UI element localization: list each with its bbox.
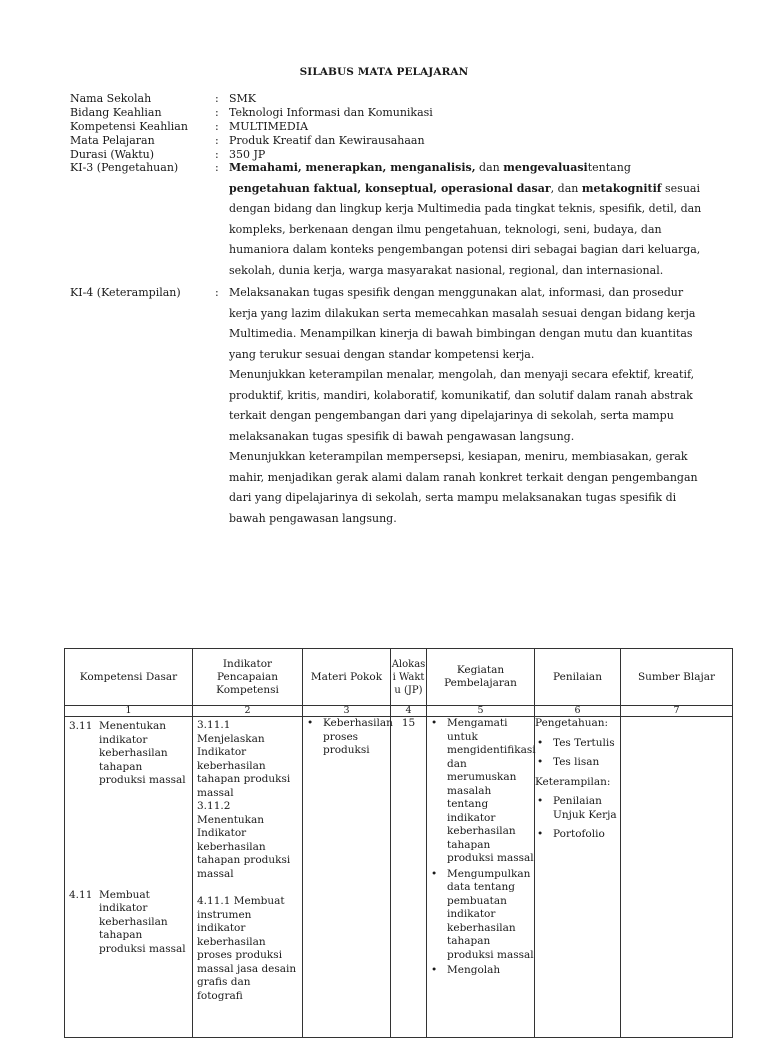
bullet-icon: •	[537, 756, 544, 768]
bullet-icon: •	[431, 717, 438, 729]
info-label: Nama Sekolah	[70, 92, 152, 105]
info-label: Durasi (Waktu)	[70, 148, 155, 161]
ki4-separator: :	[215, 286, 219, 299]
ki3-bold-3: pengetahuan faktual, konseptual, operasional dasar	[229, 181, 551, 195]
kegiatan-cell	[427, 717, 535, 1038]
ki4-section	[70, 283, 710, 529]
indikator-item: 4.11.1 Membuat instrumen indikator keberhasilan proses produksi massal jasa desain grafis dan fotografi	[197, 895, 297, 1002]
list-item	[537, 737, 620, 751]
penilaian-item: Portofolio	[553, 828, 605, 840]
kompetensi-dasar-cell	[65, 717, 193, 1038]
bullet-icon: •	[537, 828, 544, 840]
penilaian-group	[535, 717, 620, 770]
column-number: 6	[535, 706, 621, 717]
info-row	[70, 106, 710, 120]
kegiatan-item: Mengamati untuk mengidentifikasi dan merumuskan masalah tentang indikator keberhasilan tahapan produksi massal	[447, 717, 536, 864]
materi-pokok-cell	[303, 717, 391, 1038]
ki3-bold-2: mengevaluasi	[503, 161, 588, 174]
penilaian-list	[535, 737, 620, 770]
table-number-row	[65, 706, 733, 717]
ki4-paragraph: Melaksanakan tugas spesifik dengan menggunakan alat, informasi, dan prosedur kerja yang lazim dilakukan serta memecahkan masalah sesuai dengan bidang kerja Multimedia. Menampilkan kinerja di bawah bimbingan dengan mutu dan kuantitas yang terukur sesuai dengan standar kompetensi kerja.	[229, 286, 696, 361]
info-separator: :	[215, 106, 219, 119]
ki3-bold-1: Memahami, menerapkan, menganalisis,	[229, 161, 476, 174]
ki4-text	[229, 283, 710, 529]
syllabus-table	[64, 648, 733, 1038]
ki3-text-4: sesuai dengan bidang dan lingkup kerja Multimedia pada tingkat teknis, spesifik, detil, dan kompleks, berkenaan dengan ilmu pengetahuan, teknologi, seni, budaya, dan humaniora dalam konteks pengembangan potensi diri sebagai bagian dari keluarga, sekolah, dunia kerja, warga masyarakat nasional, regional, dan internasional.	[229, 181, 702, 277]
ki3-section	[70, 158, 710, 281]
kd-text: Menentukan indikator keberhasilan tahapan produksi massal	[99, 720, 186, 786]
header-penilaian: Penilaian	[535, 649, 621, 706]
penilaian-list	[535, 795, 620, 842]
materi-item: Keberhasilan proses produksi	[323, 717, 393, 756]
list-item	[537, 756, 620, 770]
header-alokasi-waktu: Alokasi Waktu (JP)	[391, 649, 427, 706]
bullet-icon: •	[307, 717, 314, 729]
column-number: 1	[65, 706, 193, 717]
column-number: 5	[427, 706, 535, 717]
list-item	[537, 828, 620, 842]
kd-code: 4.11	[69, 888, 93, 901]
column-number: 2	[193, 706, 303, 717]
indikator-cell	[193, 717, 303, 1038]
info-separator: :	[215, 92, 219, 105]
info-label: Kompetensi Keahlian	[70, 120, 188, 133]
info-label: Mata Pelajaran	[70, 134, 155, 147]
list-item	[431, 717, 534, 866]
list-item	[431, 868, 534, 963]
header-kegiatan: Kegiatan Pembelajaran	[427, 649, 535, 706]
document-title: SILABUS MATA PELAJARAN	[299, 66, 469, 78]
info-row	[70, 92, 710, 106]
column-number: 3	[303, 706, 391, 717]
info-label: Bidang Keahlian	[70, 106, 162, 119]
ki4-label: KI-4 (Keterampilan)	[70, 286, 181, 299]
bullet-icon: •	[537, 795, 544, 807]
bullet-icon: •	[431, 867, 438, 880]
indikator-item: 3.11.1 Menjelaskan Indikator keberhasilan tahapan produksi massal	[197, 719, 291, 799]
table-header-row	[65, 649, 733, 706]
ki3-bold-4: metakognitif	[581, 181, 662, 195]
kd-item	[65, 886, 192, 957]
list-item	[537, 795, 620, 822]
ki3-text	[229, 158, 710, 281]
bullet-icon: •	[431, 964, 438, 976]
kd-code: 3.11	[69, 720, 93, 732]
materi-list	[303, 717, 393, 758]
info-value: MULTIMEDIA	[229, 120, 309, 133]
kegiatan-item: Mengumpulkan data tentang pembuatan indikator keberhasilan tahapan produksi massal	[447, 867, 534, 961]
info-row	[70, 120, 710, 134]
penilaian-cell	[535, 717, 621, 1038]
table-row	[65, 717, 733, 1038]
header-indikator: Indikator Pencapaian Kompetensi	[193, 649, 303, 706]
kd-item	[65, 717, 192, 788]
ki3-label: KI-3 (Pengetahuan)	[70, 161, 179, 174]
alokasi-cell: 15	[391, 717, 427, 1038]
info-row	[70, 134, 710, 148]
penilaian-label: Keterampilan:	[535, 775, 611, 788]
info-value: Produk Kreatif dan Kewirausahaan	[229, 134, 425, 147]
header-kompetensi-dasar: Kompetensi Dasar	[65, 649, 193, 706]
column-number: 7	[621, 706, 733, 717]
list-item	[307, 717, 393, 758]
list-item	[431, 964, 534, 978]
info-value: Teknologi Informasi dan Komunikasi	[229, 106, 433, 119]
ki3-text-2: tentang	[587, 161, 631, 174]
kd-text: Membuat indikator keberhasilan tahapan produksi massal	[99, 888, 186, 955]
penilaian-item: Tes Tertulis	[553, 736, 615, 749]
ki3-text-1: dan	[475, 161, 504, 174]
sumber-belajar-cell	[621, 717, 733, 1038]
school-info	[70, 92, 710, 162]
penilaian-item: Tes lisan	[553, 756, 600, 768]
info-separator: :	[215, 134, 219, 147]
penilaian-group	[535, 776, 620, 842]
indikator-item: 3.11.2 Menentukan Indikator keberhasilan tahapan produksi massal	[197, 800, 291, 880]
ki4-paragraph: Menunjukkan keterampilan mempersepsi, kesiapan, meniru, membiasakan, gerak mahir, menjadikan gerak alami dalam ranah konkret terkait dengan pengembangan dari yang dipelajarinya di sekolah, serta mampu melaksanakan tugas spesifik di bawah pengawasan langsung.	[229, 450, 698, 525]
info-value: 350 JP	[229, 148, 266, 161]
column-number: 4	[391, 706, 427, 717]
ki4-paragraph: Menunjukkan keterampilan menalar, mengolah, dan menyaji secara efektif, kreatif, produktif, kritis, mandiri, kolaboratif, komunikatif, dan solutif dalam ranah abstrak terkait dengan pengembangan dari yang dipelajarinya di sekolah, serta mampu melaksanakan tugas spesifik di bawah pengawasan langsung.	[229, 368, 695, 443]
penilaian-label: Pengetahuan:	[535, 717, 609, 729]
info-separator: :	[215, 120, 219, 133]
kegiatan-item: Mengolah	[447, 964, 501, 976]
bullet-icon: •	[537, 736, 544, 749]
ki3-text-3: , dan	[550, 181, 582, 195]
kegiatan-list	[427, 717, 534, 978]
header-materi-pokok: Materi Pokok	[303, 649, 391, 706]
penilaian-item: Penilaian Unjuk Kerja	[553, 795, 617, 821]
header-sumber-belajar: Sumber Blajar	[621, 649, 733, 706]
info-separator: :	[215, 148, 219, 161]
info-value: SMK	[229, 92, 257, 105]
ki3-separator: :	[215, 161, 219, 174]
